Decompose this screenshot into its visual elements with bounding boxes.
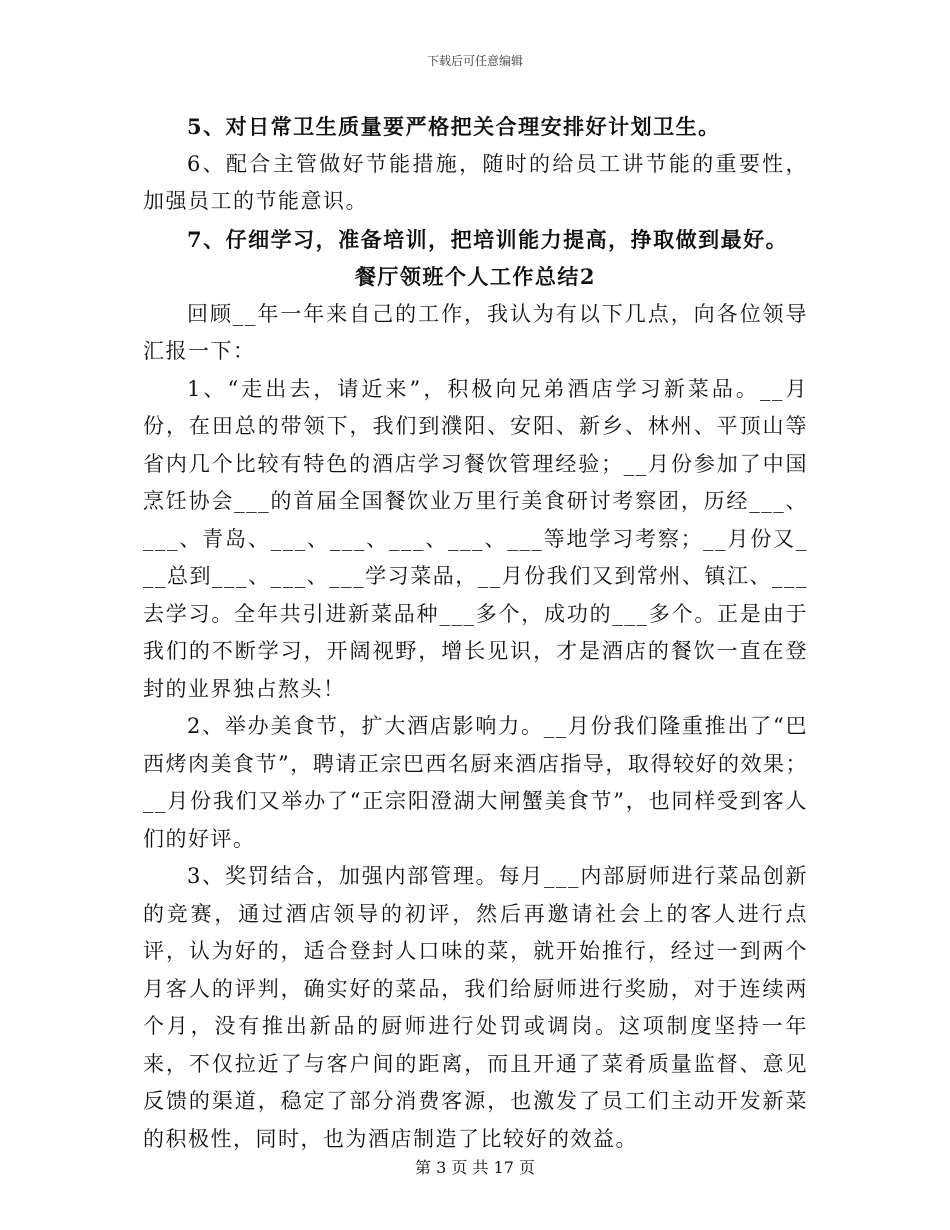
paragraph-item-5: 5、对日常卫生质量要严格把关合理安排好计划卫生。 — [187, 114, 721, 139]
paragraph-point-1: 1、“走出去，请近来”，积极向兄弟酒店学习新菜品。__月份，在田总的带领下，我们到濮阳、安阳、新乡、林州、平顶山等省内几个比较有特色的酒店学习餐饮管理经验；__月份参加了中国烹饪协会___的首届全国餐饮业万里行美食研讨考察团，历经___、___、青岛、___、___、___、___、___等地学习考察；__月份又___总到___、___、___学习菜品，__月份我们又到常州、镇江、___去学习。全年共引进新菜品种___多个，成功的___多个。正是由于我们的不断学习，开阔视野，增长见识，才是酒店的餐饮一直在登封的业界独占熬头！ — [143, 376, 808, 701]
document-body — [143, 108, 808, 1158]
paragraph-item-6: 6、配合主管做好节能措施，随时的给员工讲节能的重要性，加强员工的节能意识。 — [143, 151, 808, 213]
page-header: 下载后可任意编辑 — [426, 54, 523, 68]
section-title: 餐厅领班个人工作总结2 — [354, 264, 597, 289]
page-footer: 第 3 页 共 17 页 — [415, 1158, 535, 1177]
paragraph-intro: 回顾__年一年来自己的工作，我认为有以下几点，向各位领导汇报一下： — [143, 301, 808, 363]
paragraph-point-3: 3、奖罚结合，加强内部管理。每月___内部厨师进行菜品创新的竞赛，通过酒店领导的初评，然后再邀请社会上的客人进行点评，认为好的，适合登封人口味的菜，就开始推行，经过一到两个月客人的评判，确实好的菜品，我们给厨师进行奖励，对于连续两个月，没有推出新品的厨师进行处罚或调岗。这项制度坚持一年来，不仅拉近了与客户间的距离，而且开通了菜肴质量监督、意见反馈的渠道，稳定了部分消费客源，也激发了员工们主动开发新菜的积极性，同时，也为酒店制造了比较好的效益。 — [143, 864, 808, 1151]
paragraph-item-7: 7、仔细学习，准备培训，把培训能力提高，挣取做到最好。 — [187, 226, 789, 252]
paragraph-point-2: 2、举办美食节，扩大酒店影响力。__月份我们隆重推出了“巴西烤肉美食节”，聘请正宗巴西名厨来酒店指导，取得较好的效果；__月份我们又举办了“正宗阳澄湖大闸蟹美食节”，也同样受到客人们的好评。 — [143, 714, 808, 851]
